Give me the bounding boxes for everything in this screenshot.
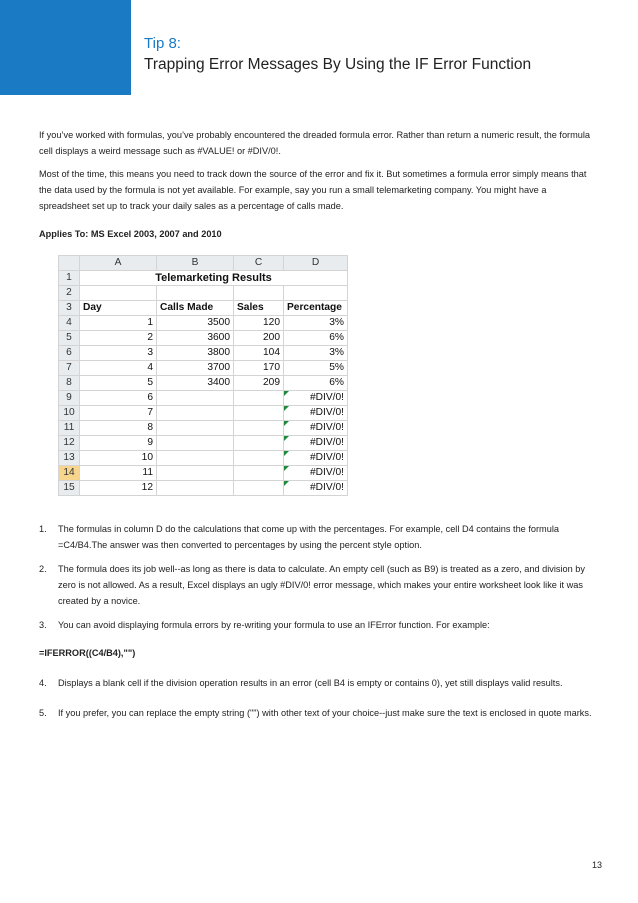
error-value: #DIV/0! <box>310 437 344 448</box>
cell[interactable] <box>284 286 348 301</box>
cell-percentage[interactable]: 3% <box>284 316 348 331</box>
cell-calls[interactable] <box>157 436 234 451</box>
cell-sales[interactable]: 170 <box>234 361 284 376</box>
column-header-b[interactable]: B <box>157 256 234 271</box>
cell-sales[interactable] <box>234 421 284 436</box>
cell-sales[interactable]: 209 <box>234 376 284 391</box>
cell-day[interactable]: 11 <box>80 466 157 481</box>
sheet-row <box>59 286 348 301</box>
row-header[interactable]: 15 <box>59 481 80 496</box>
table-row <box>59 331 348 346</box>
cell[interactable] <box>80 286 157 301</box>
table-row <box>59 451 348 466</box>
cell-day[interactable]: 4 <box>80 361 157 376</box>
cell-percentage[interactable] <box>284 436 348 451</box>
table-row <box>59 316 348 331</box>
step-5 <box>39 705 599 721</box>
row-header[interactable]: 5 <box>59 331 80 346</box>
cell-calls[interactable] <box>157 466 234 481</box>
intro-paragraph-2: Most of the time, this means you need to track down the source of the error and fix it. But sometimes a formula error simply means that the data used by the formula is not yet available. For example, say you run a small telemarketing company. You might have a spreadsheet set up to track your daily sales as a percentage of calls made. <box>39 169 587 211</box>
row-header[interactable]: 4 <box>59 316 80 331</box>
cell-day[interactable]: 7 <box>80 406 157 421</box>
step-text: If you prefer, you can replace the empty string ("") with other text of your choice--just make sure the text is enclosed in quote marks. <box>58 708 592 718</box>
row-header[interactable]: 14 <box>59 466 80 481</box>
row-header[interactable]: 13 <box>59 451 80 466</box>
table-row <box>59 421 348 436</box>
cell-sales[interactable] <box>234 451 284 466</box>
cell-calls[interactable] <box>157 406 234 421</box>
step-number: 3. <box>39 620 47 630</box>
cell-calls[interactable] <box>157 421 234 436</box>
cell-day[interactable]: 10 <box>80 451 157 466</box>
cell[interactable] <box>234 286 284 301</box>
error-value: #DIV/0! <box>310 422 344 433</box>
cell-day[interactable]: 5 <box>80 376 157 391</box>
header-day[interactable]: Day <box>80 301 157 316</box>
cell-sales[interactable] <box>234 406 284 421</box>
cell-day[interactable]: 3 <box>80 346 157 361</box>
step-text: The formula does its job well--as long as there is data to calculate. An empty cell (such as B9) is treated as a zero, and division by zero is not allowed. As a result, Excel displays an ugly #DIV/0! error message, which makes your entire worksheet look like it was created by a novice. <box>58 564 586 606</box>
step-number: 5. <box>39 708 47 718</box>
cell-calls[interactable]: 3400 <box>157 376 234 391</box>
error-value: #DIV/0! <box>310 392 344 403</box>
cell-day[interactable]: 8 <box>80 421 157 436</box>
intro-paragraph-1: If you’ve worked with formulas, you’ve probably encountered the dreaded formula error. Rather than return a numeric result, the formula cell displays a weird message such as #VALUE! or #DIV/0!. <box>39 130 591 156</box>
cell-sales[interactable]: 104 <box>234 346 284 361</box>
cell-percentage[interactable] <box>284 391 348 406</box>
table-row <box>59 481 348 496</box>
error-indicator-icon <box>284 436 289 441</box>
step-text: Displays a blank cell if the division operation results in an error (cell B4 is empty or contains 0), yet still displays valid results. <box>58 678 563 688</box>
error-value: #DIV/0! <box>310 467 344 478</box>
applies-to: Applies To: MS Excel 2003, 2007 and 2010 <box>39 229 222 239</box>
cell-calls[interactable] <box>157 451 234 466</box>
header-percentage[interactable]: Percentage <box>284 301 348 316</box>
step-number: 4. <box>39 678 47 688</box>
sheet-corner[interactable] <box>59 256 80 271</box>
cell-percentage[interactable] <box>284 481 348 496</box>
row-header[interactable]: 3 <box>59 301 80 316</box>
row-header[interactable]: 1 <box>59 271 80 286</box>
error-indicator-icon <box>284 466 289 471</box>
cell-percentage[interactable] <box>284 451 348 466</box>
step-text: You can avoid displaying formula errors by re-writing your formula to use an IFError function. For example: <box>58 620 490 630</box>
table-row <box>59 406 348 421</box>
page-title: Trapping Error Messages By Using the IF Error Function <box>144 56 532 73</box>
cell-sales[interactable] <box>234 466 284 481</box>
cell-day[interactable]: 12 <box>80 481 157 496</box>
error-indicator-icon <box>284 421 289 426</box>
row-header[interactable]: 8 <box>59 376 80 391</box>
cell-percentage[interactable] <box>284 421 348 436</box>
table-row <box>59 436 348 451</box>
page-number: 13 <box>592 860 603 870</box>
table-row <box>59 376 348 391</box>
step-2 <box>39 561 599 609</box>
column-header-c[interactable]: C <box>234 256 284 271</box>
cell-calls[interactable]: 3500 <box>157 316 234 331</box>
cell-percentage[interactable]: 6% <box>284 376 348 391</box>
cell-percentage[interactable]: 6% <box>284 331 348 346</box>
step-3 <box>39 617 599 633</box>
header-calls-made[interactable]: Calls Made <box>157 301 234 316</box>
step-1 <box>39 521 599 553</box>
error-value: #DIV/0! <box>310 407 344 418</box>
row-header[interactable]: 9 <box>59 391 80 406</box>
step-number: 1. <box>39 524 47 534</box>
header-sales[interactable]: Sales <box>234 301 284 316</box>
cell-day[interactable]: 9 <box>80 436 157 451</box>
cell-calls[interactable]: 3600 <box>157 331 234 346</box>
cell-day[interactable]: 1 <box>80 316 157 331</box>
header-accent-block <box>0 0 131 95</box>
cell-calls[interactable]: 3800 <box>157 346 234 361</box>
step-text: The formulas in column D do the calculations that come up with the percentages. For example, cell D4 contains the formula =C4/B4.The answer was then converted to percentages by using the percent style option. <box>58 524 559 550</box>
error-indicator-icon <box>284 391 289 396</box>
cell-percentage[interactable]: 5% <box>284 361 348 376</box>
cell-percentage[interactable] <box>284 466 348 481</box>
error-indicator-icon <box>284 481 289 486</box>
tip-label: Tip 8: <box>144 35 181 52</box>
step-number: 2. <box>39 564 47 574</box>
column-header-d[interactable]: D <box>284 256 348 271</box>
cell-calls[interactable] <box>157 481 234 496</box>
row-header[interactable]: 2 <box>59 286 80 301</box>
cell-sales[interactable]: 120 <box>234 316 284 331</box>
cell-percentage[interactable]: 3% <box>284 346 348 361</box>
step-4 <box>39 675 599 691</box>
error-indicator-icon <box>284 451 289 456</box>
cell-day[interactable]: 6 <box>80 391 157 406</box>
row-header[interactable]: 11 <box>59 421 80 436</box>
sheet-row <box>59 301 348 316</box>
table-row <box>59 391 348 406</box>
sheet-title[interactable]: Telemarketing Results <box>80 271 348 286</box>
cell-sales[interactable]: 200 <box>234 331 284 346</box>
row-header[interactable]: 10 <box>59 406 80 421</box>
row-header[interactable]: 7 <box>59 361 80 376</box>
cell-day[interactable]: 2 <box>80 331 157 346</box>
error-value: #DIV/0! <box>310 482 344 493</box>
cell-sales[interactable] <box>234 391 284 406</box>
cell-sales[interactable] <box>234 436 284 451</box>
column-header-a[interactable]: A <box>80 256 157 271</box>
row-header[interactable]: 6 <box>59 346 80 361</box>
cell[interactable] <box>157 286 234 301</box>
error-value: #DIV/0! <box>310 452 344 463</box>
table-row <box>59 361 348 376</box>
table-row <box>59 466 348 481</box>
cell-calls[interactable]: 3700 <box>157 361 234 376</box>
spreadsheet <box>58 255 348 496</box>
cell-sales[interactable] <box>234 481 284 496</box>
cell-percentage[interactable] <box>284 406 348 421</box>
sheet-row <box>59 271 348 286</box>
cell-calls[interactable] <box>157 391 234 406</box>
table-row <box>59 346 348 361</box>
error-indicator-icon <box>284 406 289 411</box>
formula-example: =IFERROR((C4/B4),"") <box>39 648 136 658</box>
row-header[interactable]: 12 <box>59 436 80 451</box>
